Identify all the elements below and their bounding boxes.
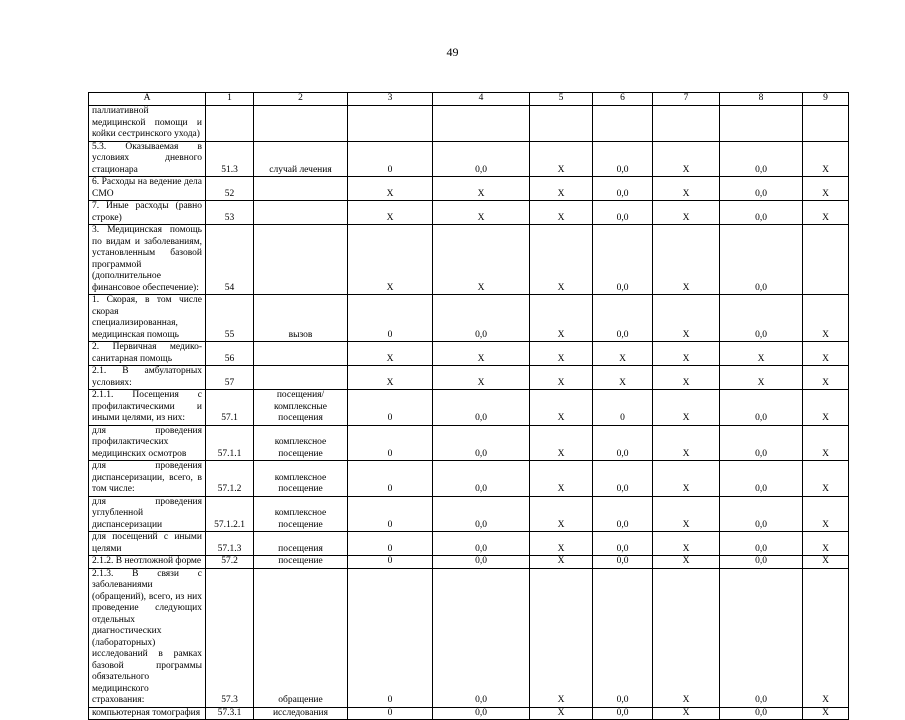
- col4-cell: Х: [433, 342, 530, 366]
- col4-cell: [433, 106, 530, 142]
- col4-cell: Х: [433, 201, 530, 225]
- col5-cell: Х: [530, 177, 593, 201]
- col7-cell: Х: [653, 201, 720, 225]
- col3-cell: 0: [348, 496, 433, 532]
- col5-cell: Х: [530, 390, 593, 426]
- col8-cell: 0,0: [720, 390, 803, 426]
- col7-cell: Х: [653, 556, 720, 569]
- row-code-cell: 57.1.2: [206, 461, 254, 497]
- unit-cell: посещения/ комплексные посещения: [254, 390, 348, 426]
- col6-cell: Х: [593, 366, 653, 390]
- column-header: 8: [720, 93, 803, 106]
- row-name-cell: 2.1.1. Посещения с профилактическими и иными целями, из них:: [89, 390, 206, 426]
- col9-cell: Х: [803, 532, 849, 556]
- col3-cell: 0: [348, 568, 433, 707]
- col3-cell: 0: [348, 556, 433, 569]
- unit-cell: вызов: [254, 295, 348, 342]
- row-name-cell: 3. Медицинская помощь по видам и заболеваниям, установленным базовой программой (дополнительное финансовое обеспечение):: [89, 225, 206, 295]
- col6-cell: 0,0: [593, 425, 653, 461]
- col5-cell: Х: [530, 366, 593, 390]
- col3-cell: 0: [348, 532, 433, 556]
- col7-cell: Х: [653, 177, 720, 201]
- col7-cell: [653, 106, 720, 142]
- header-row: [89, 93, 849, 106]
- col7-cell: Х: [653, 342, 720, 366]
- unit-cell: [254, 366, 348, 390]
- column-header: 4: [433, 93, 530, 106]
- col3-cell: 0: [348, 707, 433, 720]
- col3-cell: 0: [348, 461, 433, 497]
- col9-cell: Х: [803, 342, 849, 366]
- column-header: 9: [803, 93, 849, 106]
- col7-cell: Х: [653, 707, 720, 720]
- col7-cell: Х: [653, 425, 720, 461]
- col8-cell: 0,0: [720, 568, 803, 707]
- col3-cell: 0: [348, 425, 433, 461]
- col9-cell: Х: [803, 425, 849, 461]
- col6-cell: Х: [593, 342, 653, 366]
- table-row: [89, 425, 849, 461]
- row-name-cell: 2. Первичная медико-санитарная помощь: [89, 342, 206, 366]
- page-number: 49: [446, 45, 459, 59]
- col9-cell: Х: [803, 177, 849, 201]
- col5-cell: [530, 106, 593, 142]
- col6-cell: 0: [593, 390, 653, 426]
- unit-cell: [254, 225, 348, 295]
- table-row: [89, 532, 849, 556]
- col9-cell: Х: [803, 295, 849, 342]
- table-row: [89, 295, 849, 342]
- col7-cell: Х: [653, 295, 720, 342]
- row-name-cell: для проведения диспансеризации, всего, в том числе:: [89, 461, 206, 497]
- col8-cell: 0,0: [720, 556, 803, 569]
- table-row: [89, 496, 849, 532]
- col7-cell: Х: [653, 461, 720, 497]
- column-header: 5: [530, 93, 593, 106]
- row-code-cell: 57.1.1: [206, 425, 254, 461]
- col4-cell: 0,0: [433, 556, 530, 569]
- col8-cell: 0,0: [720, 141, 803, 177]
- col4-cell: 0,0: [433, 461, 530, 497]
- col4-cell: 0,0: [433, 707, 530, 720]
- col4-cell: 0,0: [433, 496, 530, 532]
- row-code-cell: 51.3: [206, 141, 254, 177]
- col7-cell: Х: [653, 366, 720, 390]
- col4-cell: Х: [433, 177, 530, 201]
- row-code-cell: 57.1.2.1: [206, 496, 254, 532]
- column-header: 6: [593, 93, 653, 106]
- col3-cell: 0: [348, 390, 433, 426]
- row-code-cell: 53: [206, 201, 254, 225]
- col5-cell: Х: [530, 496, 593, 532]
- col7-cell: Х: [653, 496, 720, 532]
- col4-cell: 0,0: [433, 295, 530, 342]
- col6-cell: 0,0: [593, 461, 653, 497]
- unit-cell: обращение: [254, 568, 348, 707]
- row-code-cell: 57.2: [206, 556, 254, 569]
- col6-cell: 0,0: [593, 707, 653, 720]
- col4-cell: 0,0: [433, 532, 530, 556]
- table-row: [89, 568, 849, 707]
- table-row: [89, 177, 849, 201]
- col9-cell: Х: [803, 461, 849, 497]
- unit-cell: исследования: [254, 707, 348, 720]
- column-header: 3: [348, 93, 433, 106]
- row-name-cell: 7. Иные расходы (равно строке): [89, 201, 206, 225]
- col5-cell: Х: [530, 342, 593, 366]
- col9-cell: Х: [803, 141, 849, 177]
- col6-cell: 0,0: [593, 556, 653, 569]
- table-row: [89, 390, 849, 426]
- col8-cell: 0,0: [720, 532, 803, 556]
- col7-cell: Х: [653, 390, 720, 426]
- row-code-cell: 57.3: [206, 568, 254, 707]
- col3-cell: Х: [348, 201, 433, 225]
- col3-cell: Х: [348, 225, 433, 295]
- table-row: [89, 556, 849, 569]
- col8-cell: [720, 106, 803, 142]
- unit-cell: случай лечения: [254, 141, 348, 177]
- col5-cell: Х: [530, 532, 593, 556]
- table-row: [89, 461, 849, 497]
- row-code-cell: 52: [206, 177, 254, 201]
- unit-cell: комплексное посещение: [254, 425, 348, 461]
- col3-cell: Х: [348, 366, 433, 390]
- column-header: 7: [653, 93, 720, 106]
- table-row: [89, 707, 849, 720]
- table-row: [89, 106, 849, 142]
- unit-cell: [254, 342, 348, 366]
- col9-cell: Х: [803, 366, 849, 390]
- col9-cell: Х: [803, 568, 849, 707]
- row-name-cell: 1. Скорая, в том числе скорая специализированная, медицинская помощь: [89, 295, 206, 342]
- row-code-cell: 57.1: [206, 390, 254, 426]
- row-code-cell: 57.1.3: [206, 532, 254, 556]
- table-row: [89, 225, 849, 295]
- col8-cell: 0,0: [720, 425, 803, 461]
- col6-cell: 0,0: [593, 568, 653, 707]
- row-name-cell: 5.3. Оказываемая в условиях дневного стационара: [89, 141, 206, 177]
- unit-cell: посещение: [254, 556, 348, 569]
- col9-cell: Х: [803, 201, 849, 225]
- data-table: [88, 92, 849, 720]
- col5-cell: Х: [530, 568, 593, 707]
- col7-cell: Х: [653, 141, 720, 177]
- col5-cell: Х: [530, 225, 593, 295]
- row-name-cell: 2.1.3. В связи с заболеваниями (обращений), всего, из них проведение следующих отдельных диагностических (лабораторных) исследований в рамках базовой программы обязательного медицинского страхования:: [89, 568, 206, 707]
- unit-cell: [254, 177, 348, 201]
- table-row: [89, 342, 849, 366]
- unit-cell: [254, 106, 348, 142]
- col4-cell: 0,0: [433, 141, 530, 177]
- col5-cell: Х: [530, 556, 593, 569]
- col8-cell: 0,0: [720, 201, 803, 225]
- table-row: [89, 366, 849, 390]
- col8-cell: Х: [720, 366, 803, 390]
- col5-cell: Х: [530, 201, 593, 225]
- col6-cell: [593, 106, 653, 142]
- col6-cell: 0,0: [593, 496, 653, 532]
- column-header: 2: [254, 93, 348, 106]
- unit-cell: комплексное посещение: [254, 496, 348, 532]
- row-code-cell: [206, 106, 254, 142]
- col8-cell: Х: [720, 342, 803, 366]
- col4-cell: Х: [433, 366, 530, 390]
- col3-cell: Х: [348, 342, 433, 366]
- col3-cell: 0: [348, 295, 433, 342]
- col8-cell: 0,0: [720, 461, 803, 497]
- col5-cell: Х: [530, 295, 593, 342]
- row-name-cell: паллиативной медицинской помощи и койки сестринского ухода): [89, 106, 206, 142]
- unit-cell: [254, 201, 348, 225]
- col6-cell: 0,0: [593, 201, 653, 225]
- col8-cell: 0,0: [720, 225, 803, 295]
- col8-cell: 0,0: [720, 707, 803, 720]
- row-name-cell: для посещений с иными целями: [89, 532, 206, 556]
- unit-cell: комплексное посещение: [254, 461, 348, 497]
- row-name-cell: 2.1.2. В неотложной форме: [89, 556, 206, 569]
- col3-cell: 0: [348, 141, 433, 177]
- col3-cell: Х: [348, 177, 433, 201]
- col5-cell: Х: [530, 141, 593, 177]
- table-row: [89, 141, 849, 177]
- col4-cell: 0,0: [433, 425, 530, 461]
- col9-cell: Х: [803, 390, 849, 426]
- col6-cell: 0,0: [593, 141, 653, 177]
- col9-cell: Х: [803, 496, 849, 532]
- table-row: [89, 201, 849, 225]
- row-code-cell: 54: [206, 225, 254, 295]
- col7-cell: Х: [653, 568, 720, 707]
- row-code-cell: 55: [206, 295, 254, 342]
- col9-cell: [803, 225, 849, 295]
- col7-cell: Х: [653, 532, 720, 556]
- row-code-cell: 57: [206, 366, 254, 390]
- col6-cell: 0,0: [593, 225, 653, 295]
- col5-cell: Х: [530, 461, 593, 497]
- col4-cell: 0,0: [433, 568, 530, 707]
- col6-cell: 0,0: [593, 295, 653, 342]
- row-name-cell: 6. Расходы на ведение дела СМО: [89, 177, 206, 201]
- col6-cell: 0,0: [593, 177, 653, 201]
- column-header: 1: [206, 93, 254, 106]
- col4-cell: Х: [433, 225, 530, 295]
- row-name-cell: 2.1. В амбулаторных условиях:: [89, 366, 206, 390]
- row-code-cell: 56: [206, 342, 254, 366]
- col8-cell: 0,0: [720, 496, 803, 532]
- col8-cell: 0,0: [720, 295, 803, 342]
- col4-cell: 0,0: [433, 390, 530, 426]
- row-code-cell: 57.3.1: [206, 707, 254, 720]
- col3-cell: [348, 106, 433, 142]
- col9-cell: Х: [803, 556, 849, 569]
- col8-cell: 0,0: [720, 177, 803, 201]
- row-name-cell: для проведения профилактических медицинских осмотров: [89, 425, 206, 461]
- unit-cell: посещения: [254, 532, 348, 556]
- column-header: А: [89, 93, 206, 106]
- row-name-cell: компьютерная томография: [89, 707, 206, 720]
- col5-cell: Х: [530, 707, 593, 720]
- col9-cell: Х: [803, 707, 849, 720]
- col5-cell: Х: [530, 425, 593, 461]
- col9-cell: [803, 106, 849, 142]
- col6-cell: 0,0: [593, 532, 653, 556]
- row-name-cell: для проведения углубленной диспансеризации: [89, 496, 206, 532]
- col7-cell: Х: [653, 225, 720, 295]
